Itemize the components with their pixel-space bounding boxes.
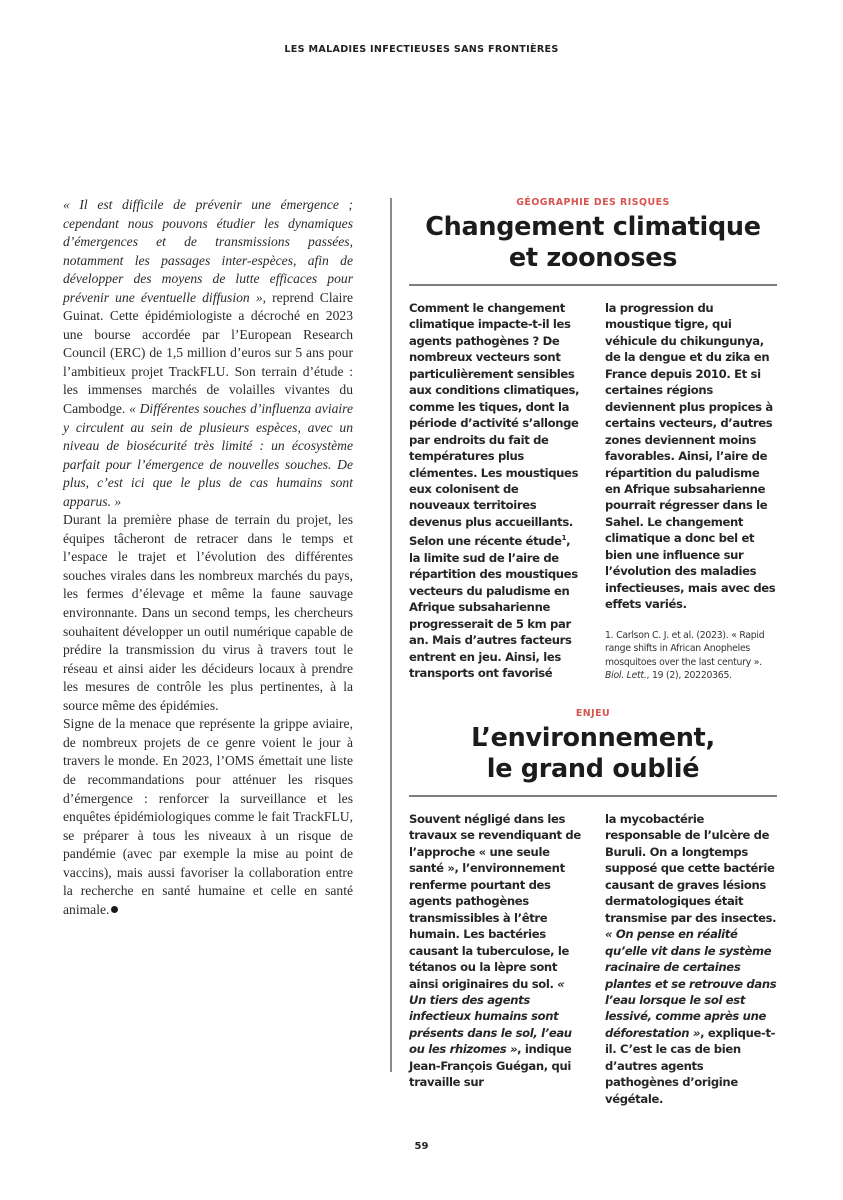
paragraph-2: Durant la première phase de terrain du projet, les équipes tâcheront de retracer dans le temps et l’espace le trajet et l’évolution des différentes souches virales dans les nombreux marchés du pays, les fermes d’élevage et même la faune sauvage environnante. Dans un second temps, les chercheurs souhaitent développer un outil numérique capable de prédire la transmission du virus à travers tout le réseau et ainsi aider les décideurs locaux à prendre les mesures de contrôle les plus pertinentes, à la source même des épidémies. [63, 512, 353, 713]
page-number: 59 [414, 1141, 429, 1152]
sidebar-column-1 [409, 300, 581, 683]
sidebar-paragraph [409, 811, 581, 1091]
paragraph-1 [63, 196, 353, 511]
footnote-ref[interactable]: 1 [561, 534, 567, 543]
sidebar-columns [409, 811, 777, 1107]
paragraph-3-text: Signe de la menace que représente la grippe aviaire, de nombreux projets de ce genre voient le jour à travers le monde. En 2023, l’OMS émettait une liste de recommandations pour atténuer les risques d’émergence : renforcer la surveillance et les enquêtes épidémiologiques comme le fait TrackFLU, se préparer à tous les niveaux à un risque de pandémie (avec par exemple la mise au point de vaccins), mais aussi favoriser la collaboration entre la recherche en santé humaine et celle en santé animale. [63, 716, 353, 917]
sidebar-column-1 [409, 811, 581, 1107]
headline-rule [409, 795, 777, 797]
end-of-article-bullet-icon [111, 906, 118, 913]
sidebar-text: , indique Jean-François Guégan, qui travaille sur [409, 1042, 572, 1090]
paragraph-1-text: , reprend Claire Guinat. Cette épidémiologiste a décroché en 2023 une bourse accordée par l’European Research Council (ERC) de 1,5 million d’euros sur 5 ans pour l’ambitieux projet TrackFLU. Son terrain d’étude : les immenses marchés de volailles vivantes du Cambodge. [63, 289, 354, 417]
sidebar-environment [409, 708, 777, 1107]
main-article-column [63, 196, 353, 919]
headline-rule [409, 284, 777, 286]
footnote [605, 629, 777, 683]
section-kicker: ENJEU [575, 708, 611, 719]
headline-line-1: Changement climatique [425, 212, 761, 242]
quote-cambodia-markets: « Différentes souches d’influenza aviaire y circulent au sein de plusieurs espèces, avec un niveau de biosécurité très limité : un écosystème parfait pour l’émergence de nouvelles souches. De plus, c’est ici que le plus de cas humains sont apparus. » [63, 401, 353, 509]
headline-line-1: L’environnement, [471, 723, 715, 753]
running-head: LES MALADIES INFECTIEUSES SANS FRONTIÈRES [284, 44, 559, 55]
sidebar-text: la mycobactérie responsable de l’ulcère de Buruli. On a longtemps supposé que cette bactérie causant de graves lésions dermatologiques était transmise par des insectes. [605, 812, 777, 925]
sidebar-paragraph: la progression du moustique tigre, qui véhicule du chikungunya, de la dengue et du zika en France depuis 2010. Et si certaines régions deviennent plus propices à certains vecteurs, d’autres zones deviennent moins favorables. Ainsi, l’aire de répartition du paludisme en Afrique subsaharienne pourrait régresser dans le Sahel. Le changement climatique a donc bel et bien une influence sur l’évolution des maladies infectieuses, mais avec des effets variés. [605, 301, 776, 612]
sidebar-text: Comment le changement climatique impacte-t-il les agents pathogènes ? De nombreux vecteurs sont particulièrement sensibles aux conditions climatiques, comme les tiques, dont la période d’activité s’allonge par endroits du fait de températures plus clémentes. Les moustiques eux colonisent de nouveaux territoires devenus plus accueillants. Selon une récente étude [409, 301, 580, 549]
quote-guegan: « Un tiers des agents infectieux humains sont présents dans le sol, l’eau ou les rhizomes » [409, 976, 572, 1057]
section-headline [409, 212, 777, 274]
column-divider [390, 198, 392, 1072]
paragraph-3 [63, 715, 353, 919]
sidebar-paragraph [605, 811, 777, 1107]
footnote-text: , 19 (2), 20220365. [646, 670, 732, 682]
footnote-journal: Biol. Lett. [605, 670, 647, 682]
sidebar-column-2 [605, 811, 777, 1107]
footnote-text: 1. Carlson C. J. et al. (2023). « Rapid range shifts in African Anopheles mosquitoes over the last century ». [605, 629, 765, 668]
headline-line-2: le grand oublié [486, 754, 700, 784]
headline-line-2: et zoonoses [508, 243, 678, 273]
quote-buruli: « On pense en réalité qu’elle vit dans le système racinaire de certaines plantes et se retrouve dans l’eau lorsque le sol est lessivé, comme après une déforestation » [605, 927, 777, 1040]
sidebar-text: , explique-t-il. C’est le cas de bien d’autres agents pathogènes d’origine végétale. [605, 1025, 776, 1106]
sidebar-paragraph [409, 300, 581, 681]
sidebar-columns [409, 300, 777, 683]
sidebar-climate-change [409, 197, 777, 683]
section-headline [409, 723, 777, 785]
sidebar-column-2 [605, 300, 777, 683]
sidebar-text: , la limite sud de l’aire de répartition des moustiques vecteurs du paludisme en Afrique subsaharienne progresserait de 5 km par an. Mais d’autres facteurs entrent en jeu. Ainsi, les transports ont favorisé [409, 534, 578, 680]
sidebar-text: Souvent négligé dans les travaux se revendiquant de l’approche « une seule santé », l’environnement renferme pourtant des agents pathogènes transmissibles à l’être humain. Les bactéries causant la tuberculose, le tétanos ou la lèpre sont ainsi originaires du sol. [409, 812, 581, 991]
section-kicker: GÉOGRAPHIE DES RISQUES [516, 197, 670, 208]
quote-claire-guinat: « Il est difficile de prévenir une émergence ; cependant nous pouvons étudier les dynamiques d’émergences et de transmissions passées, notamment les passages inter-espèces, afin de développer des moyens de lutte efficaces pour prévenir une éventuelle diffusion » [63, 197, 353, 305]
